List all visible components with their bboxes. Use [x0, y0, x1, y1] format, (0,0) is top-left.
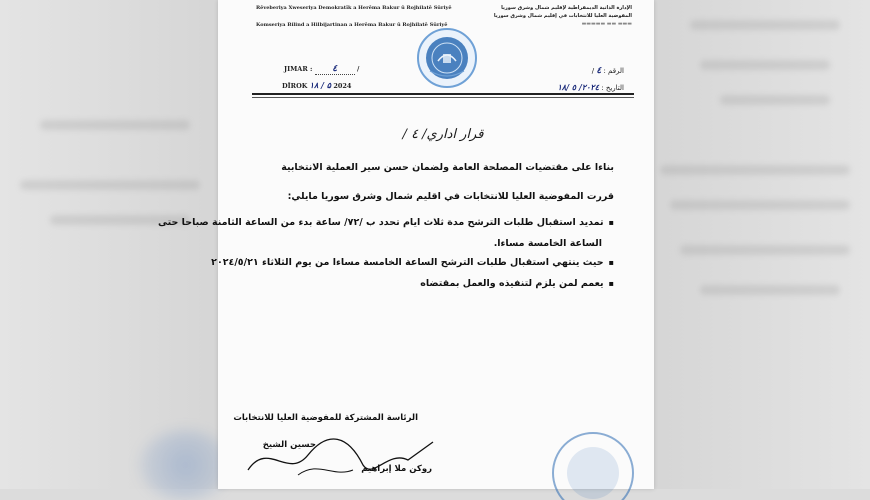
- list-item-1-text: تمديد استقبال طلبات الترشح مدة ثلاث ايام تحدد ب /٧٢/ ساعة بدء من الساعة الثامنة صباحا حتى: [158, 217, 604, 228]
- background-blur-line: [700, 285, 840, 295]
- seal-emblem: [416, 27, 478, 89]
- header-arabic-line: المفوضية العليا للانتخابات في إقليم شمال وشرق سوريا: [493, 13, 632, 19]
- date-row: [557, 82, 624, 92]
- number-label: الرقم :: [603, 67, 624, 75]
- header-divider-thin: [252, 97, 634, 98]
- intro-paragraph: بناءا على مقتضيات المصلحة العامة ولضمان حسن سير العملية الانتخابية: [281, 162, 614, 173]
- number-value: ٤: [596, 66, 602, 76]
- header-divider: [252, 93, 634, 95]
- handwritten-signature: [238, 430, 438, 485]
- jimar-value: ٤: [332, 64, 338, 74]
- decision-title: قرار اداري/ ٤ /: [402, 127, 484, 142]
- background-blur-line: [660, 165, 850, 175]
- background-blur-line: [20, 180, 200, 190]
- document-page: [158, 0, 654, 489]
- signatory-right: روكن ملا إبراهيم: [361, 464, 432, 474]
- background-blur-line: [40, 120, 190, 130]
- stamp-seal: [548, 428, 638, 488]
- jimar-label: JIMAR :: [284, 65, 313, 73]
- seal-icon: [416, 27, 478, 89]
- background-blur-line: [670, 200, 850, 210]
- number-row: الرقم : ٤ /: [591, 66, 624, 76]
- header-kurdish-line: Komseriya Bilind a Hilbijartinan a Herêma Bakur û Rojhilatê Sûriyê: [256, 22, 448, 28]
- header-kurdish: [256, 4, 452, 29]
- date-label: التاريخ :: [601, 84, 624, 92]
- date-value: ٢٠٢٤/ ٥ /١٨: [557, 82, 599, 92]
- list-item-2: [211, 257, 614, 268]
- header-blurred-line: ▬▬▬ ▬▬ ▬▬▬▬▬: [581, 21, 632, 27]
- background-blur-line: [680, 245, 850, 255]
- header-arabic-line: الإدارة الذاتية الديمقراطية لإقليم شمال وشرق سوريا: [501, 5, 632, 11]
- decided-paragraph: قررت المفوضية العليا للانتخابات في اقليم شمال وشرق سوريا مايلي:: [287, 191, 614, 202]
- background-blur-line: [720, 95, 830, 105]
- background-blur-seal: [140, 430, 230, 500]
- signature-heading: الرئاسة المشتركة للمفوضية العليا للانتخابات: [233, 413, 418, 423]
- header-arabic: [494, 4, 632, 28]
- list-item-3-text: يعمم لمن يلزم لتنفيذه والعمل بمقتضاه: [420, 278, 604, 289]
- list-item-3: [420, 278, 614, 289]
- background-blur-line: [690, 20, 840, 30]
- background-blur-line: [700, 60, 830, 70]
- list-item-1: [158, 217, 614, 228]
- jimar-row: JIMAR : ٤ /: [284, 64, 360, 74]
- dirok-label: DÎROK: [282, 82, 308, 90]
- list-item-2-text: حيث ينتهي استقبال طلبات الترشح الساعة الخامسة مساءا من يوم الثلاثاء ٢٠٢٤/٥/٢١: [211, 257, 604, 268]
- header-kurdish-line: Rêveberiya Xweseriya Demokratîk a Herêma Bakur û Rojhilatê Sûriyê: [256, 5, 452, 11]
- dirok-row: DÎROK ۱۸ / ۵ 2024: [282, 80, 352, 90]
- list-item-1-continuation: الساعة الخامسة مساءا.: [493, 238, 602, 249]
- signatory-left: حسين الشيخ: [262, 440, 316, 450]
- dirok-value: 2024: [333, 82, 352, 90]
